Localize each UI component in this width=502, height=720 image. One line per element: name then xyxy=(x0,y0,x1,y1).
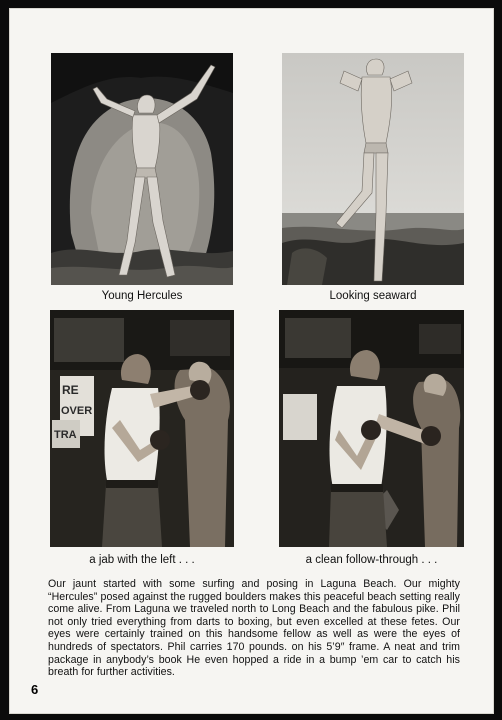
article-body-paragraph: Our jaunt started with some surfing and posing in Laguna Beach. Our mighty “Hercules” posed against the rugged boulders makes this peaceful beach setting really come alive. From Laguna we traveled north to Long Beach and the fabulous pike. Phil not only tried everything from darts to boxing, but even excelled at these fetes. Our eyes were certainly trained on this handsome fellow as well as were the eyes of hundreds of spectators. Phil carries 170 pounds. on his 5’9″ frame. A neat and trim package in anybody’s book He even hopped a ride in a bump ’em car to catch his breath for further activities. xyxy=(48,578,460,679)
caption-looking-seaward: Looking seaward xyxy=(329,290,417,302)
caption-jab-with-left: a jab with the left . . . xyxy=(89,554,195,566)
magazine-page xyxy=(9,8,494,714)
sign-text-3: TRA xyxy=(54,429,77,441)
photo-looking-seaward xyxy=(282,53,464,285)
page-number: 6 xyxy=(31,682,39,697)
photo-clean-follow-through xyxy=(279,310,464,547)
photo-young-hercules xyxy=(51,53,233,285)
caption-clean-follow-through: a clean follow-through . . . xyxy=(305,554,438,566)
sign-text-1: RE xyxy=(62,383,79,397)
caption-young-hercules: Young Hercules xyxy=(101,290,183,302)
sign-text-2: OVER xyxy=(61,405,93,417)
photo-jab-with-left xyxy=(50,310,234,547)
